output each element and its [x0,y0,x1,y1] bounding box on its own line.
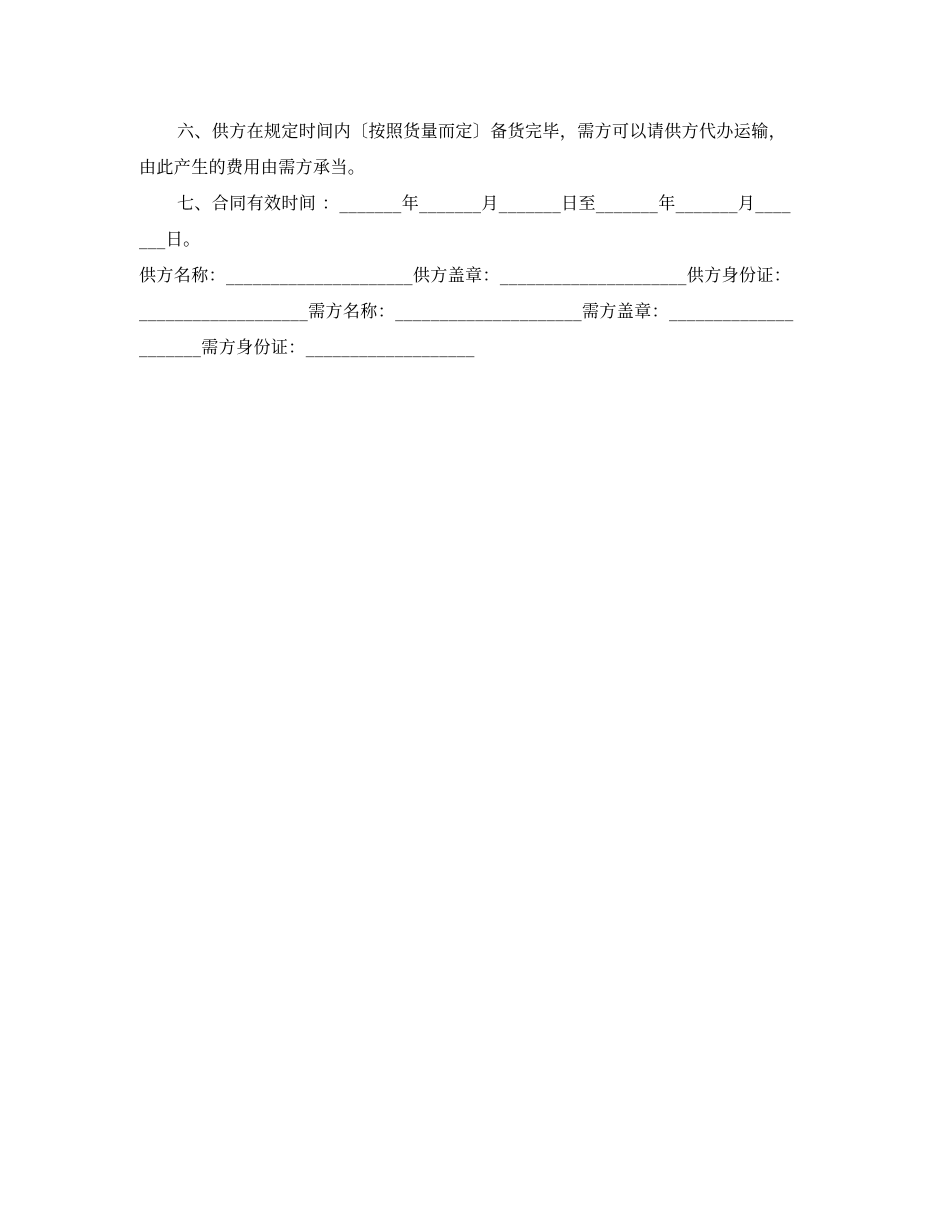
clause-7-paragraph: 七、合同有效时间 ：_______年_______月_______日至_______年_______月_______日。 [139,194,791,250]
document-body [139,114,799,366]
clause-6-paragraph: 六、供方在规定时间内〔按照货量而定〕备货完毕，需方可以请供方代办运输，由此产生的费用由需方承当。 [139,122,786,178]
signature-block-paragraph: 供方名称：_____________________供方盖章：_____________________供方身份证：___________________需方名称：_____________________需方盖章：_____________________需方身份证：___________________ [139,266,794,358]
